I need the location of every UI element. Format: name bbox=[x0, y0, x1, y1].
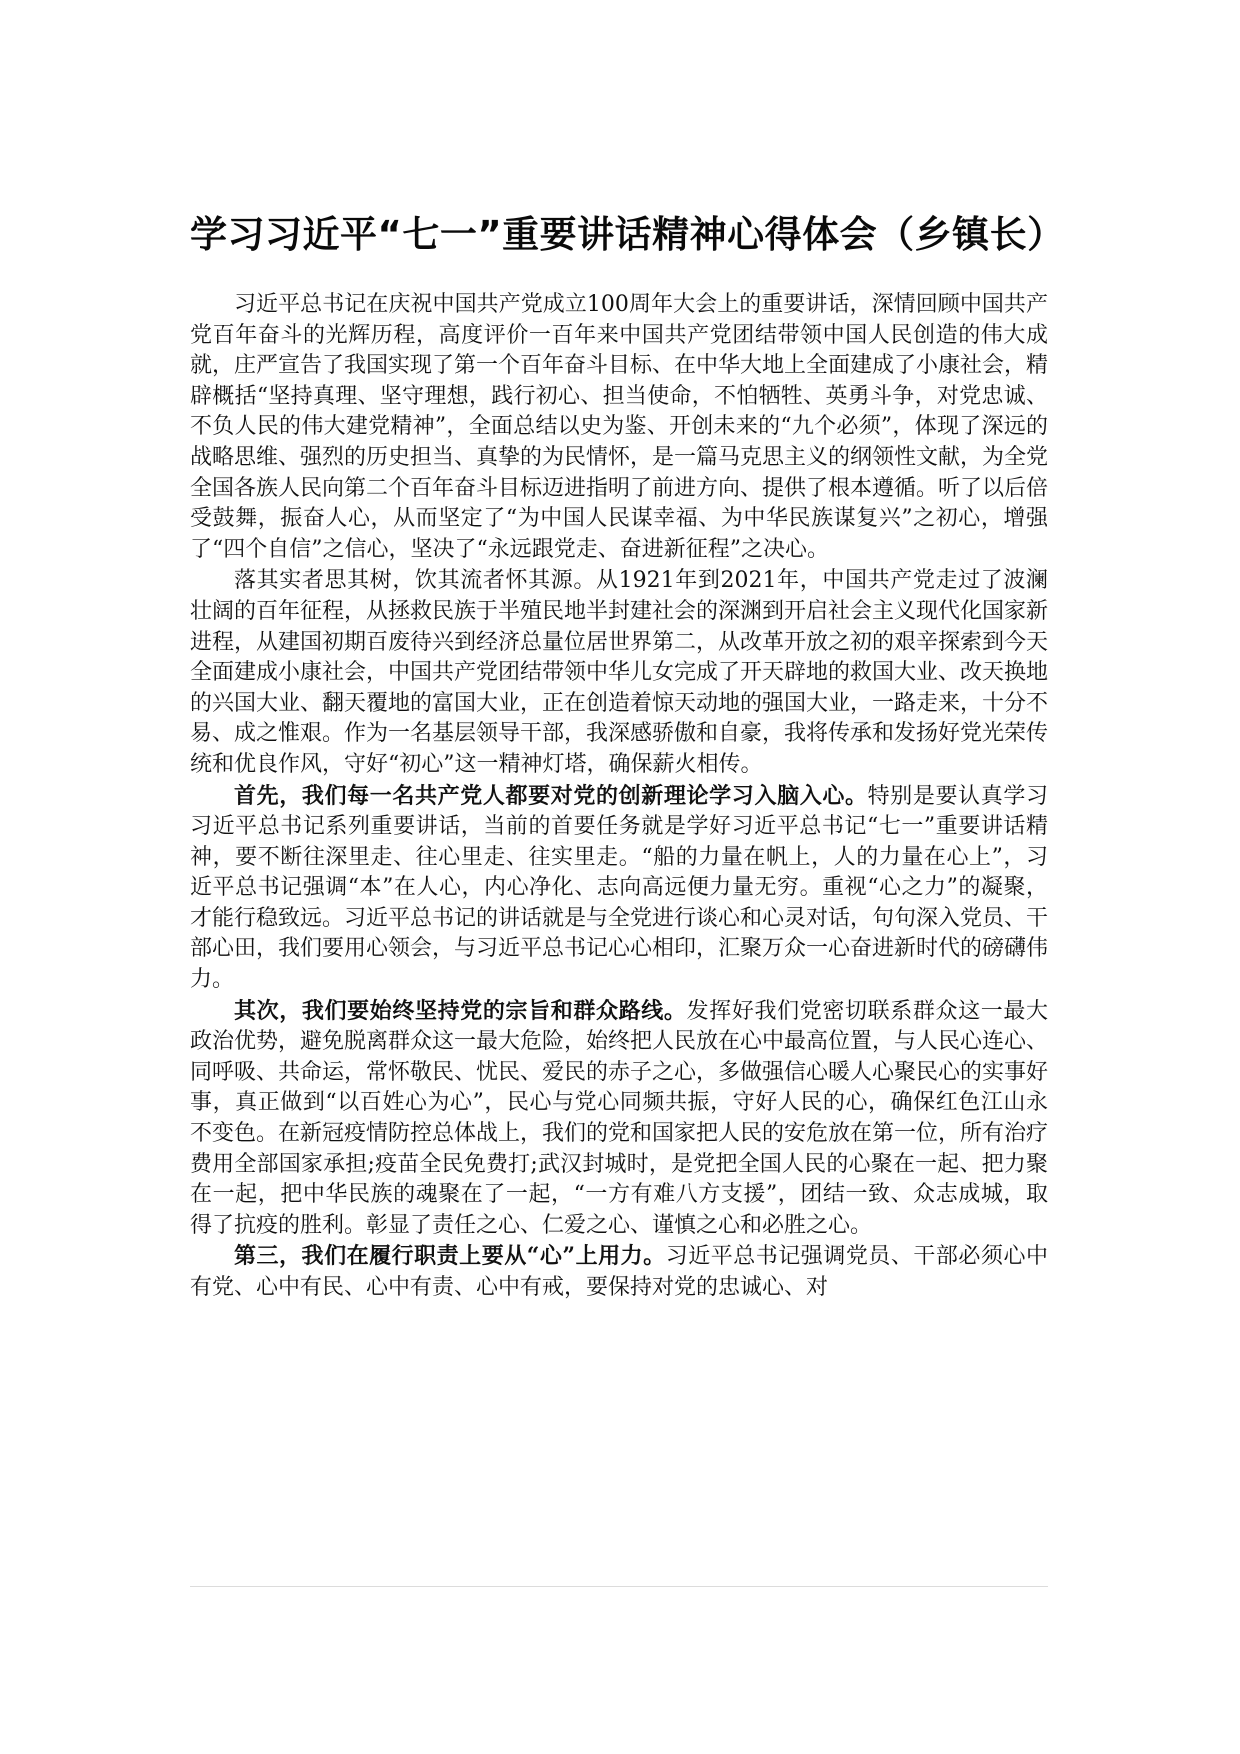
paragraph-1 bbox=[190, 289, 1048, 565]
paragraph-3 bbox=[190, 781, 1048, 996]
paragraph-text: 特别是要认真学习习近平总书记系列重要讲话，当前的首要任务就是学好习近平总书记“七一”重要讲话精神，要不断往深里走、往心里走、往实里走。“船的力量在帆上，人的力量在心上”，习近平总书记强调“本”在人心，内心净化、志向高远便力量无穷。重视“心之力”的凝聚，才能行稳致远。习近平总书记的讲话就是与全党进行谈心和心灵对话，句句深入党员、干部心田，我们要用心领会，与习近平总书记心心相印，汇聚万众一心奋进新时代的磅礴伟力。 bbox=[190, 783, 1049, 993]
paragraph-2 bbox=[190, 565, 1048, 780]
paragraph-text: 落其实者思其树，饮其流者怀其源。从1921年到2021年，中国共产党走过了波澜壮阔的百年征程，从拯救民族于半殖民地半封建社会的深渊到开启社会主义现代化国家新进程，从建国初期百废待兴到经济总量位居世界第二，从改革开放之初的艰辛探索到今天全面建成小康社会，中国共产党团结带领中华儿女完成了开天辟地的救国大业、改天换地的兴国大业、翻天覆地的富国大业，正在创造着惊天动地的强国大业，一路走来，十分不易、成之惟艰。作为一名基层领导干部，我深感骄傲和自豪，我将传承和发扬好党光荣传统和优良作风，守好“初心”这一精神灯塔，确保薪火相传。 bbox=[190, 568, 1049, 777]
paragraph-lead: 其次，我们要始终坚持党的宗旨和群众路线。 bbox=[234, 997, 687, 1024]
paragraph-lead: 第三，我们在履行职责上要从“心”上用力。 bbox=[234, 1243, 666, 1270]
page-footer-divider bbox=[190, 1586, 1048, 1587]
paragraph-4 bbox=[190, 996, 1048, 1242]
document-title: 学习习近平“七一”重要讲话精神心得体会（乡镇长） bbox=[190, 213, 1065, 256]
paragraph-text: 习近平总书记强调党员、干部必须心中有党、心中有民、心中有责、心中有戒，要保持对党的忠诚心、对 bbox=[190, 1244, 1048, 1300]
document-page bbox=[190, 205, 1065, 1304]
paragraph-text: 发挥好我们党密切联系群众这一最大政治优势，避免脱离群众这一最大危险，始终把人民放在心中最高位置，与人民心连心、同呼吸、共命运，常怀敬民、忧民、爱民的赤子之心，多做强信心暖人心聚民心的实事好事，真正做到“以百姓心为心”，民心与党心同频共振，守好人民的心，确保红色江山永不变色。在新冠疫情防控总体战上，我们的党和国家把人民的安危放在第一位，所有治疗费用全部国家承担;疫苗全民免费打;武汉封城时，是党把全国人民的心聚在一起、把力聚在一起，把中华民族的魂聚在了一起，“一方有难八方支援”，团结一致、众志成城，取得了抗疫的胜利。彰显了责任之心、仁爱之心、谨慎之心和必胜之心。 bbox=[190, 998, 1049, 1238]
paragraph-text: 习近平总书记在庆祝中国共产党成立100周年大会上的重要讲话，深情回顾中国共产党百年奋斗的光辉历程，高度评价一百年来中国共产党团结带领中国人民创造的伟大成就，庄严宣告了我国实现了第一个百年奋斗目标、在中华大地上全面建成了小康社会，精辟概括“坚持真理、坚守理想，践行初心、担当使命，不怕牺牲、英勇斗争，对党忠诚、不负人民的伟大建党精神”，全面总结以史为鉴、开创未来的“九个必须”，体现了深远的战略思维、强烈的历史担当、真挚的为民情怀，是一篇马克思主义的纲领性文献，为全党全国各族人民向第二个百年奋斗目标迈进指明了前进方向、提供了根本遵循。听了以后倍受鼓舞，振奋人心，从而坚定了“为中国人民谋幸福、为中华民族谋复兴”之初心，增强了“四个自信”之信心，坚决了“永远跟党走、奋进新征程”之决心。 bbox=[190, 292, 1049, 562]
paragraph-lead: 首先，我们每一名共产党人都要对党的创新理论学习入脑入心。 bbox=[234, 782, 868, 809]
document-body bbox=[190, 289, 1048, 1304]
paragraph-5 bbox=[190, 1241, 1048, 1303]
